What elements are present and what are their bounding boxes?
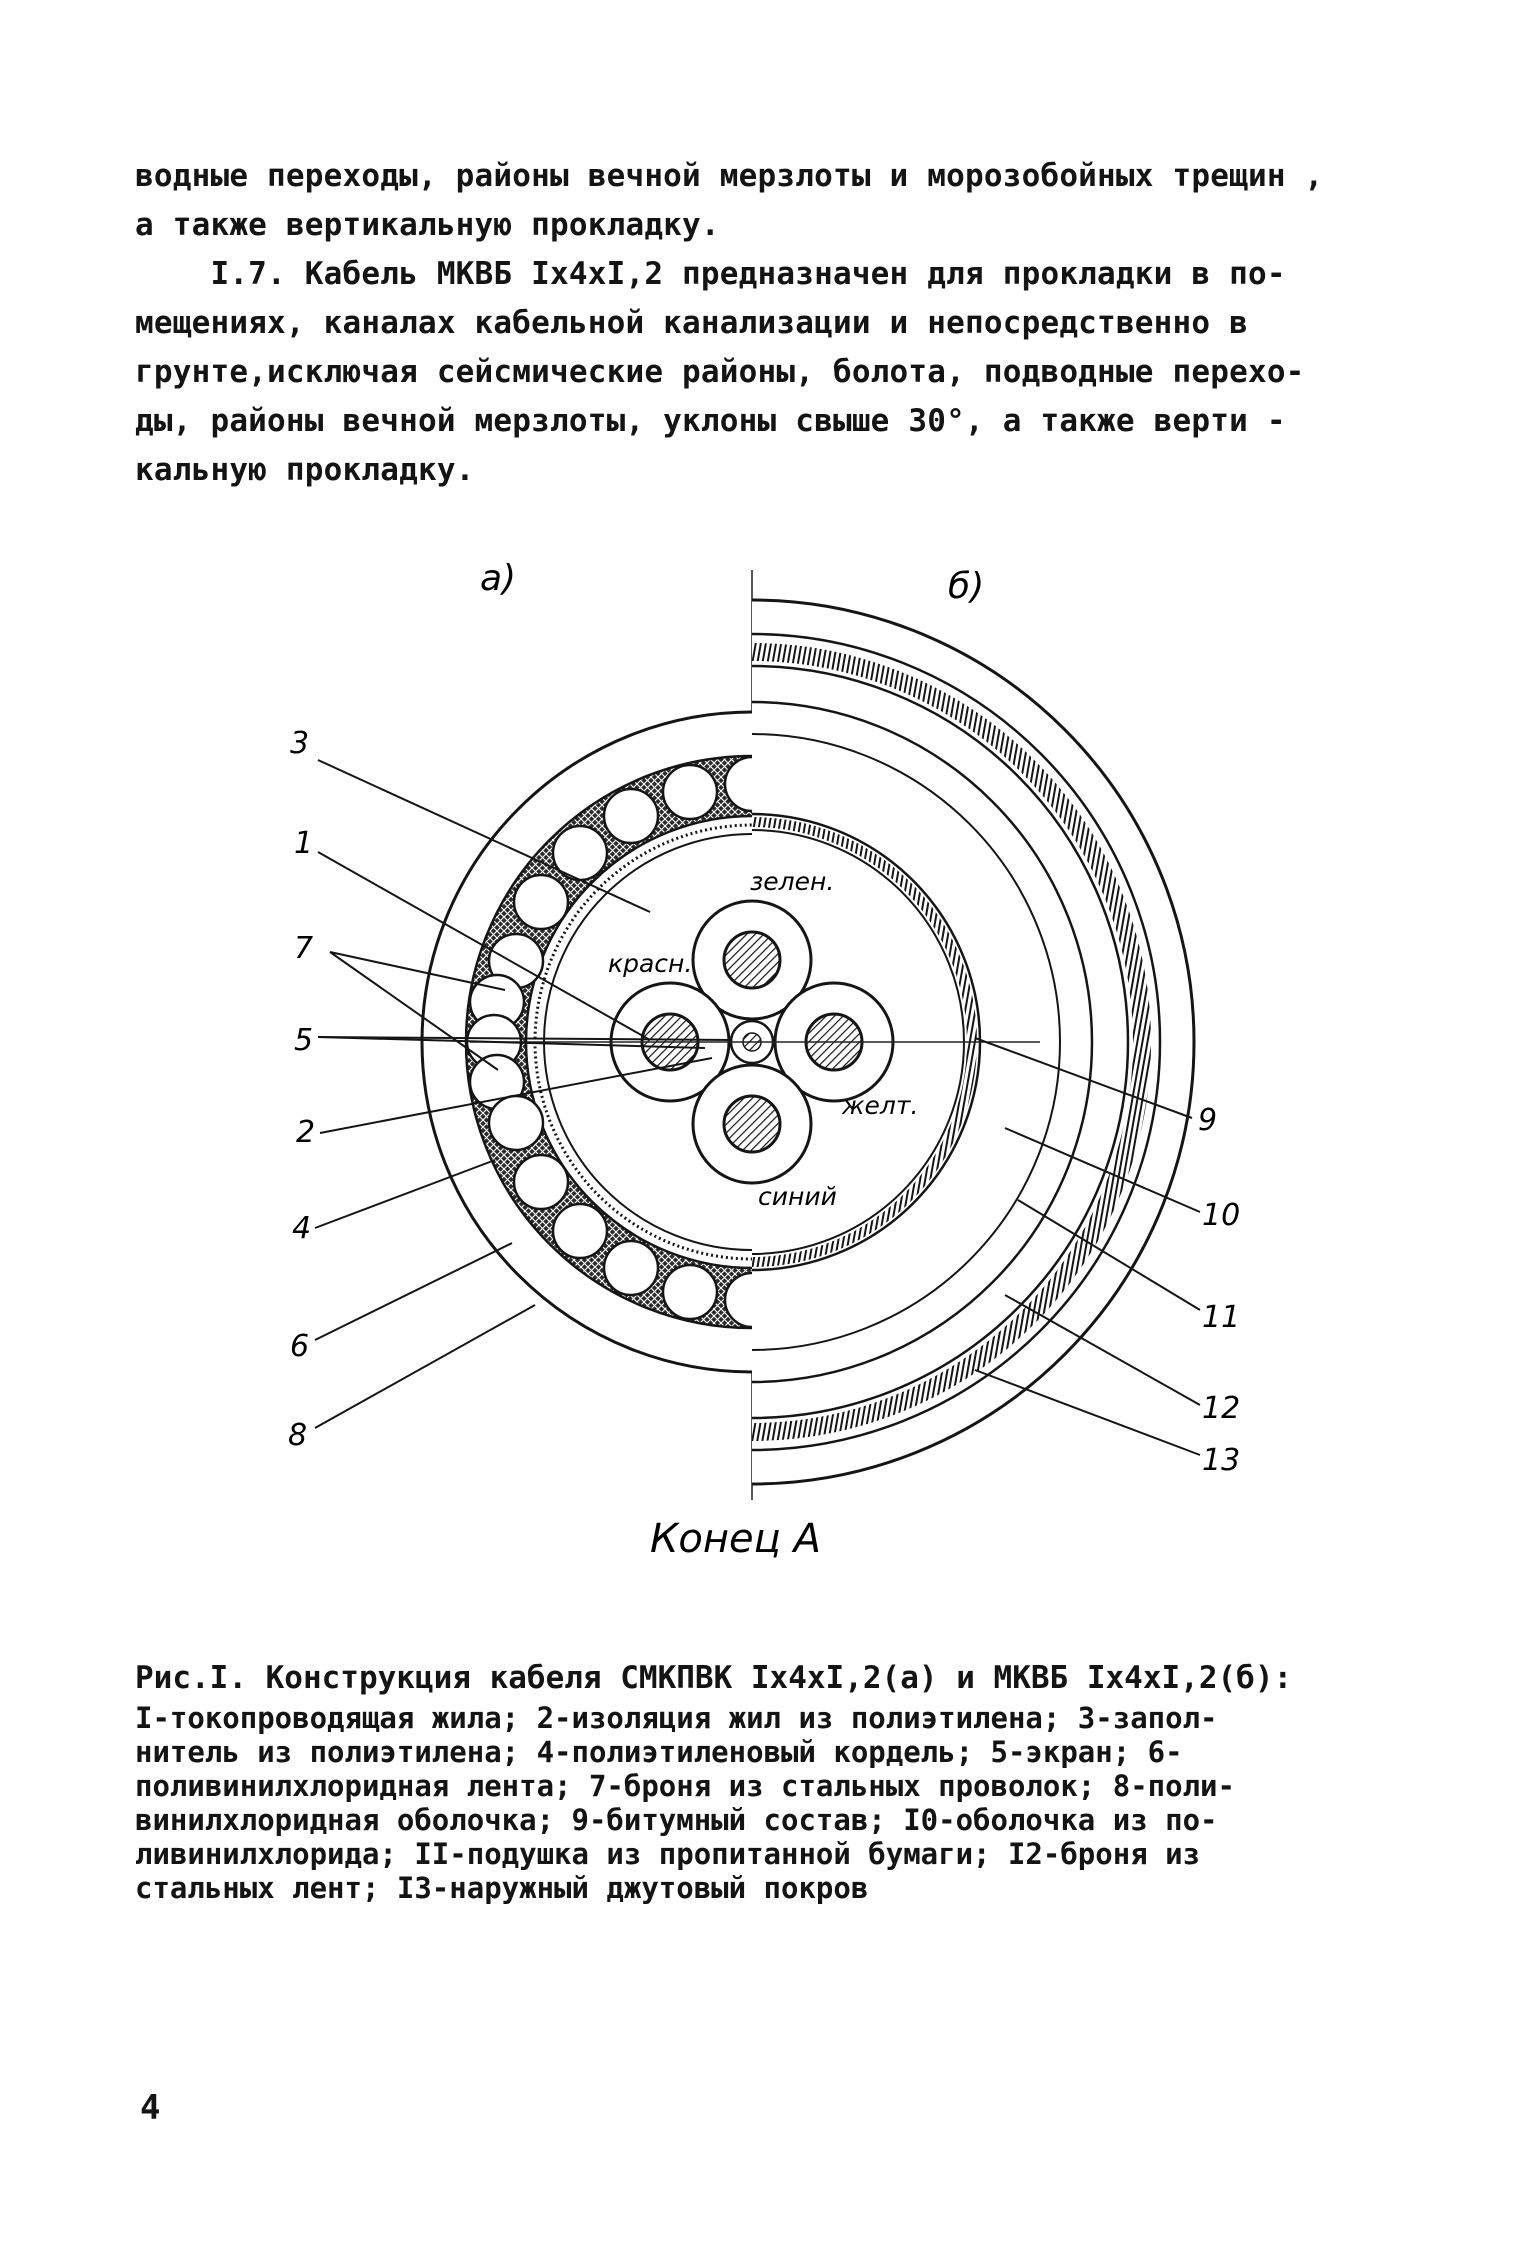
text-line: водные переходы, районы вечной мерзлоты и морозобойных трещин , [135, 158, 1324, 194]
callout-11: 11 [1202, 1300, 1241, 1335]
text-line: мещениях, каналах кабельной канализации и непосредственно в [135, 305, 1248, 341]
callout-9: 9 [1198, 1103, 1218, 1138]
end-label: Конец А [650, 1516, 821, 1562]
label-b: б) [948, 566, 985, 607]
wire-label-blue: синий [758, 1182, 837, 1211]
caption-line: винилхлоридная оболочка; 9-битумный состав; I0-оболочка из по- [135, 1803, 1218, 1837]
callout-13: 13 [1202, 1443, 1241, 1478]
callout-5: 5 [294, 1023, 314, 1058]
label-a: а) [480, 558, 517, 599]
callout-12: 12 [1202, 1391, 1241, 1426]
caption-line: стальных лент; I3-наружный джутовый покров [135, 1871, 869, 1905]
cable-diagram [0, 540, 1536, 1580]
caption-line: I-токопроводящая жила; 2-изоляция жил из полиэтилена; 3-запол- [135, 1701, 1218, 1735]
conductor-blue [724, 1096, 780, 1152]
text-line: грунте,исключая сейсмические районы, болота, подводные перехо- [135, 354, 1305, 390]
text-line: кальную прокладку. [135, 452, 475, 488]
right-callout-numbers [1198, 1103, 1240, 1478]
conductor-green [724, 932, 780, 988]
text-line: ды, районы вечной мерзлоты, уклоны свыше 30°, а также верти - [135, 403, 1286, 439]
caption-title: Рис.I. Конструкция кабеля СМКПВК Iх4хI,2(а) и МКВБ Iх4хI,2(б): [135, 1660, 1293, 1696]
callout-10: 10 [1202, 1198, 1241, 1233]
left-callout-numbers [288, 726, 315, 1453]
caption-line: поливинилхлоридная лента; 7-броня из стальных проволок; 8-поли- [135, 1769, 1235, 1803]
wire-label-yellow: желт. [842, 1091, 919, 1120]
figure-caption [135, 1655, 1425, 1905]
callout-8: 8 [288, 1418, 308, 1453]
callout-1: 1 [294, 826, 314, 861]
caption-body [135, 1701, 1425, 1905]
page-number: 4 [140, 2088, 161, 2128]
callout-7: 7 [294, 931, 314, 966]
paragraph-continuation [135, 152, 1405, 250]
text-line: а также вертикальную прокладку. [135, 207, 720, 243]
paragraph-1-7 [135, 250, 1405, 495]
text-line: I.7. Кабель МКВБ Iх4хI,2 предназначен для прокладки в по- [135, 256, 1286, 292]
callout-3: 3 [290, 726, 310, 761]
wire-label-red: красн. [608, 949, 693, 978]
wire-label-green: зелен. [750, 867, 835, 896]
caption-line: ливинилхлорида; II-подушка из пропитанной бумаги; I2-броня из [135, 1837, 1201, 1871]
callout-6: 6 [290, 1329, 310, 1364]
cable-cross-section-figure [0, 540, 1536, 1580]
caption-line: нитель из полиэтилена; 4-полиэтиленовый кордель; 5-экран; 6- [135, 1735, 1183, 1769]
callout-4: 4 [292, 1211, 312, 1246]
callout-2: 2 [296, 1115, 316, 1150]
